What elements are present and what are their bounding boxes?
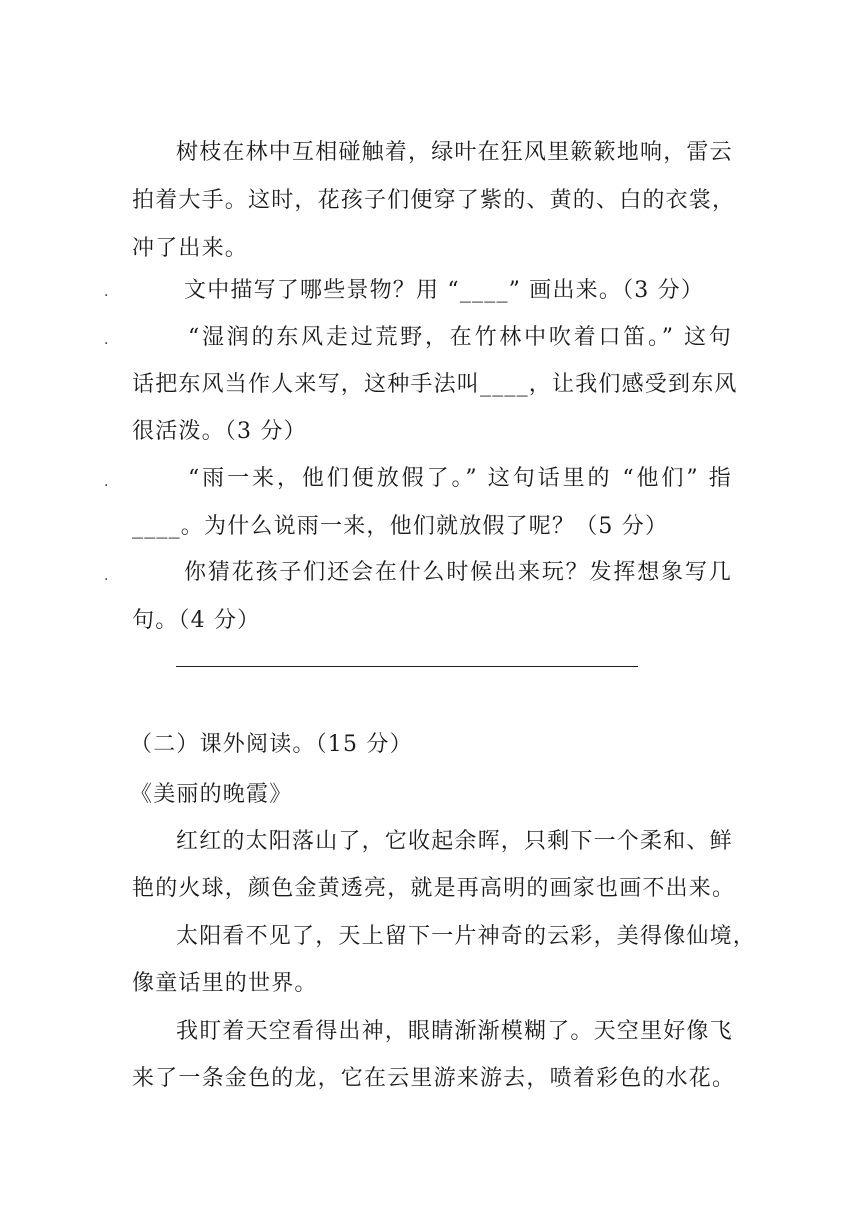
question-2-line-3: 很活泼。（3 分） xyxy=(132,419,307,444)
passage-line-2: 拍着大手。这时，花孩子们便穿了紫的、黄的、白的衣裳， xyxy=(132,188,736,213)
article-p3-line-2: 来了一条金色的龙，它在云里游来游去，喷着彩色的水花。 xyxy=(132,1066,736,1091)
article-p2-line-1: 太阳看不见了，天上留下一片神奇的云彩，美得像仙境， xyxy=(176,924,757,949)
question-4-line-1: 你猜花孩子们还会在什么时候出来玩？发挥想象写几 xyxy=(184,560,732,585)
question-2-bullet: . xyxy=(104,332,109,348)
article-title: 《美丽的晚霞》 xyxy=(130,782,293,807)
question-3-line-2: ____。为什么说雨一来，他们就放假了呢？（5 分） xyxy=(132,514,669,539)
question-3-bullet: . xyxy=(104,474,109,490)
question-4-bullet: . xyxy=(104,568,109,584)
article-p2-line-2: 像童话里的世界。 xyxy=(132,971,318,996)
article-p1-line-2: 艳的火球，颜色金黄透亮，就是再高明的画家也画不出来。 xyxy=(132,876,736,901)
question-4-line-2: 句。（4 分） xyxy=(132,608,261,633)
question-2-line-1: “湿润的东风走过荒野，在竹林中吹着口笛。” 这句 xyxy=(188,325,732,350)
article-p3-line-1: 我盯着天空看得出神，眼睛渐渐模糊了。天空里好像飞 xyxy=(176,1019,733,1044)
passage-line-1: 树枝在林中互相碰触着，绿叶在狂风里簌簌地响，雷云 xyxy=(176,140,733,165)
question-2-line-2: 话把东风当作人来写，这种手法叫____，让我们感受到东风 xyxy=(132,372,738,397)
question-1-bullet: . xyxy=(104,284,109,300)
article-p1-line-1: 红红的太阳落山了，它收起余晖，只剩下一个柔和、鲜 xyxy=(176,829,733,854)
answer-line xyxy=(176,666,638,667)
question-1-text: 文中描写了哪些景物？用 “____” 画出来。（3 分） xyxy=(184,278,705,303)
section-heading: （二）课外阅读。（15 分） xyxy=(130,732,413,757)
question-3-line-1: “雨一来，他们便放假了。” 这句话里的 “他们” 指 xyxy=(188,466,732,491)
passage-line-3: 冲了出来。 xyxy=(132,236,249,261)
